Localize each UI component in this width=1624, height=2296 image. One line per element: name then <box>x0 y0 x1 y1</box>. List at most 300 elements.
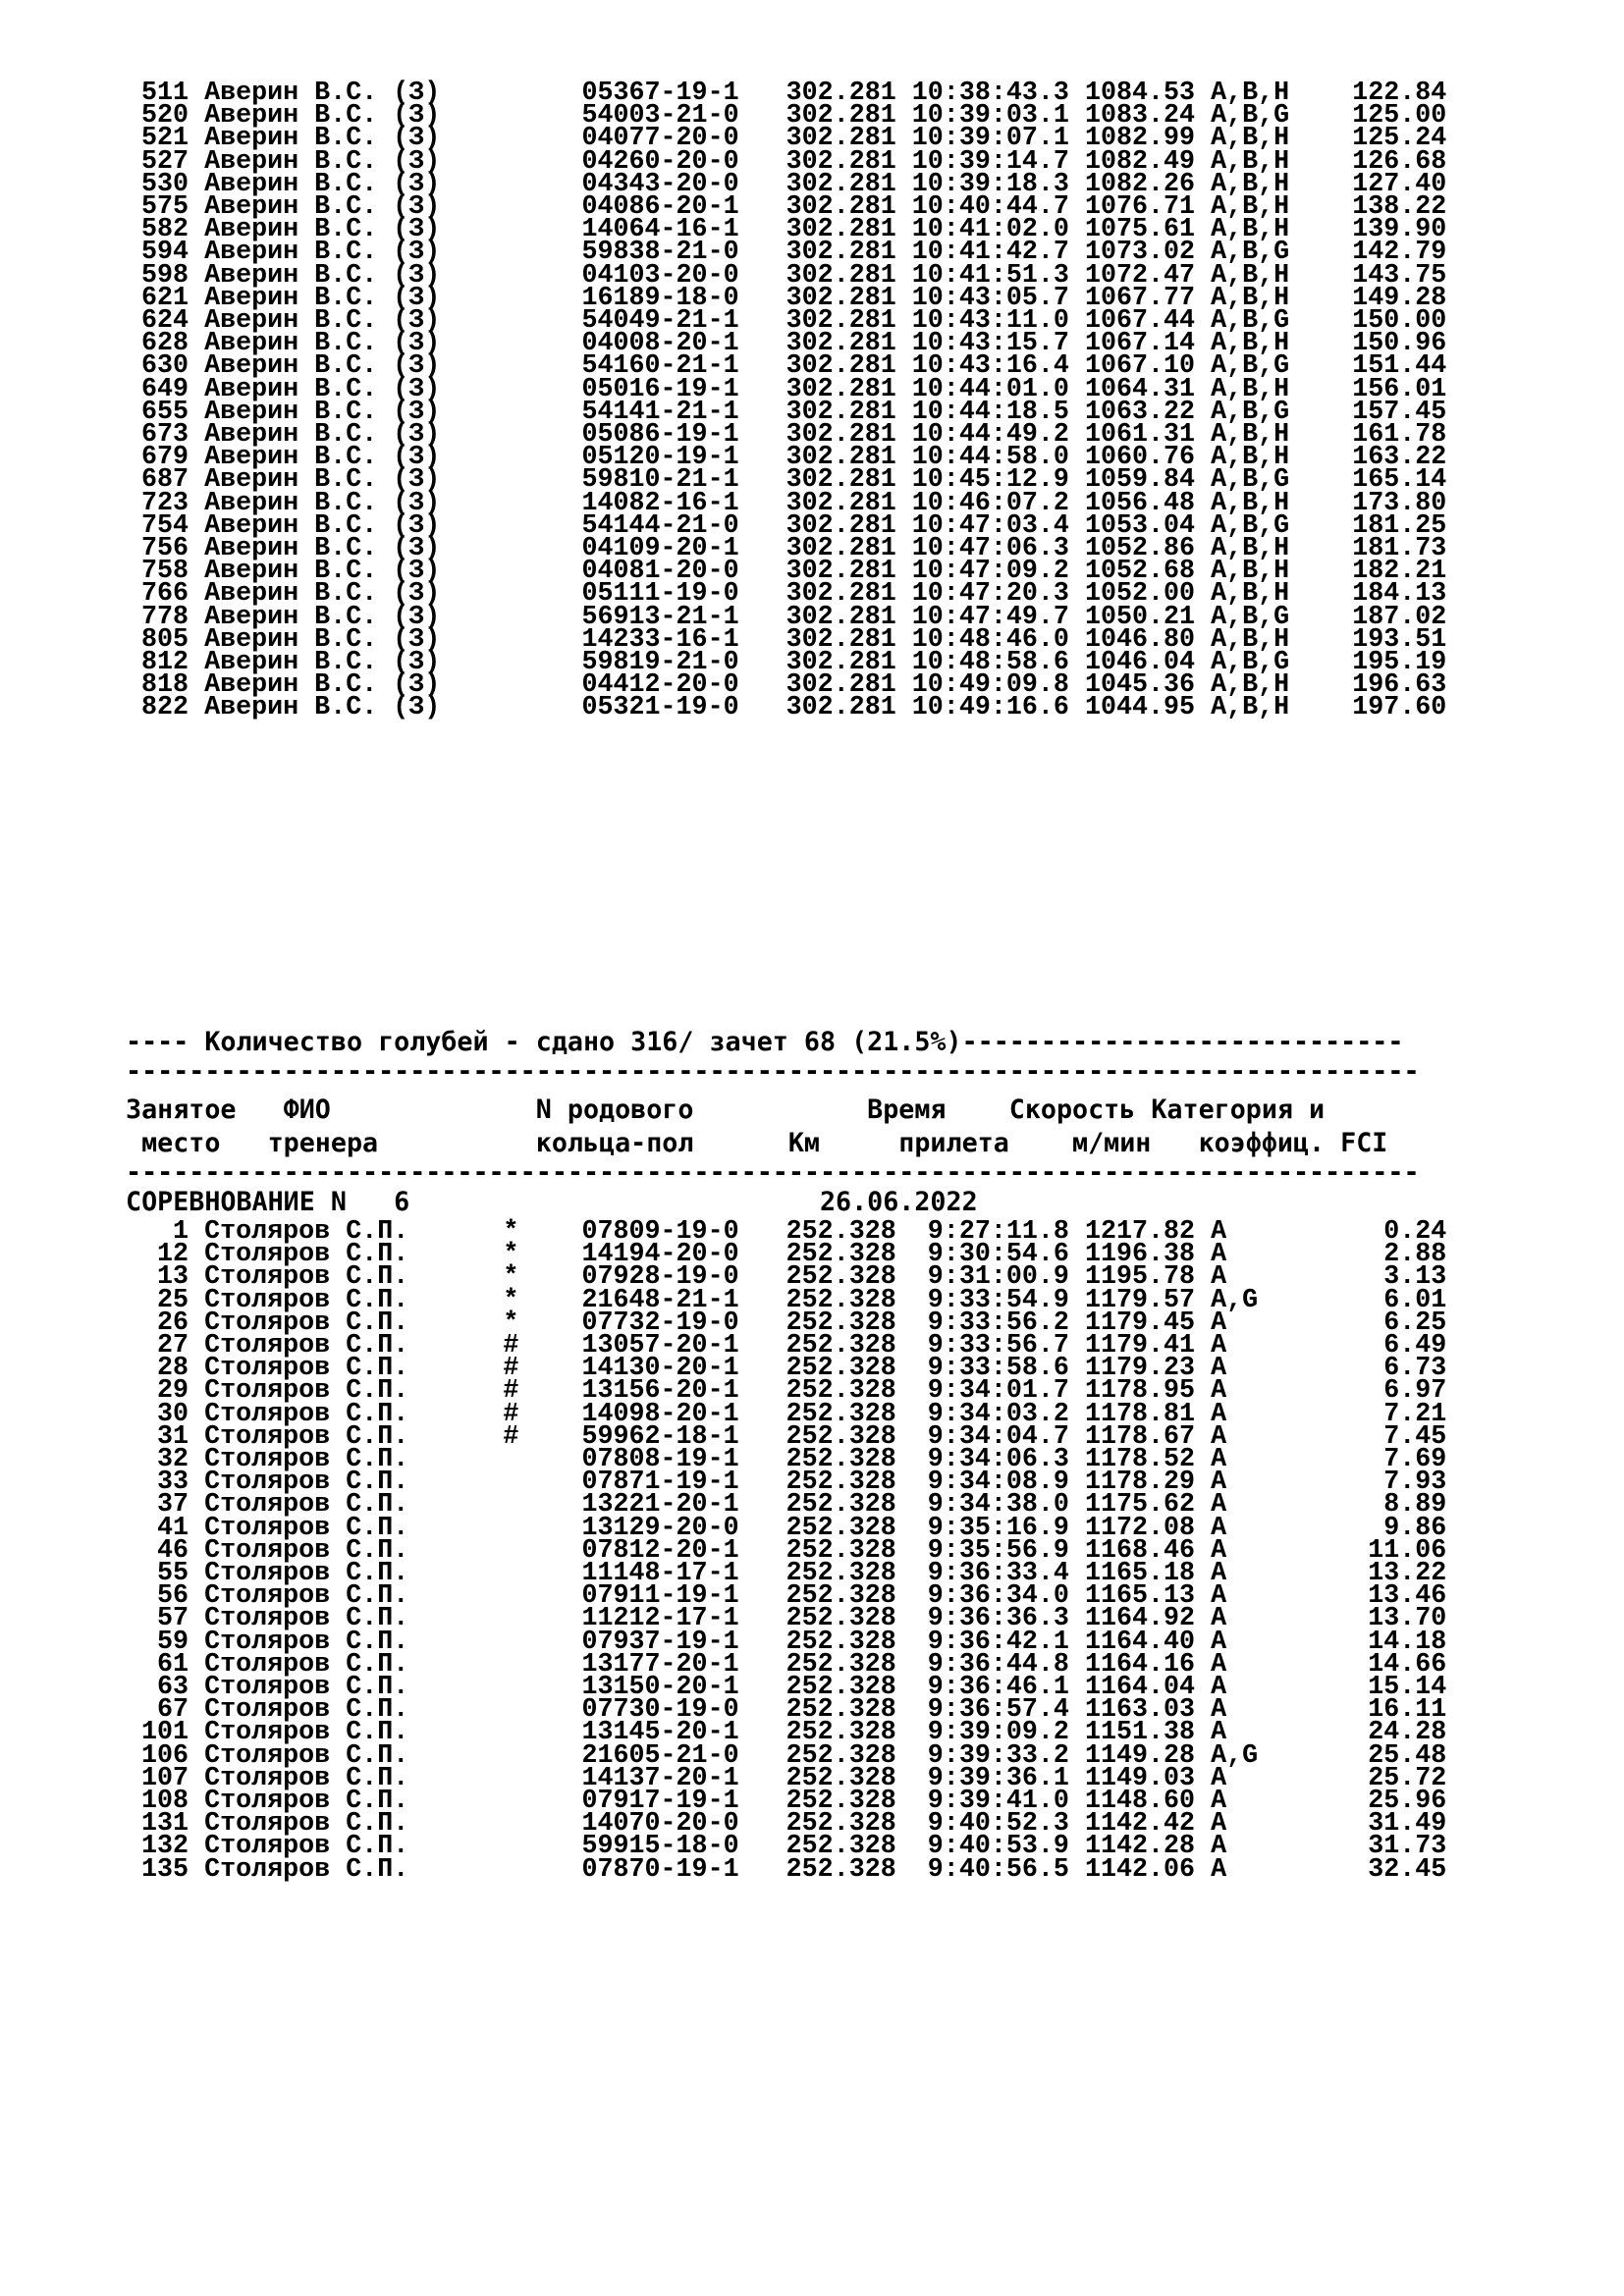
distance-cell: 302.281 <box>785 215 896 245</box>
name-cell: Аверин В.С. (З) <box>204 624 488 655</box>
distance-cell: 252.328 <box>785 1240 896 1270</box>
category-cell: A <box>1211 1763 1290 1793</box>
speed-cell: 1053.04 <box>1084 510 1196 541</box>
coefficient-cell: 125.00 <box>1305 101 1447 132</box>
distance-cell: 302.281 <box>785 146 896 177</box>
coefficient-cell: 13.46 <box>1305 1581 1447 1612</box>
category-cell: A <box>1211 1854 1290 1885</box>
coefficient-cell: 6.49 <box>1305 1331 1447 1361</box>
ring-cell: 13177-20-1 <box>581 1649 739 1680</box>
speed-cell: 1151.38 <box>1084 1718 1196 1748</box>
speed-cell: 1067.14 <box>1084 329 1196 359</box>
arrival-time-cell: 9:33:56.2 <box>911 1308 1069 1338</box>
category-cell: A,B,G <box>1211 397 1290 427</box>
place-cell: 27 <box>126 1331 189 1361</box>
spacer <box>1195 1855 1211 1885</box>
arrival-time-cell: 9:39:36.1 <box>911 1763 1069 1793</box>
ring-cell: 54141-21-1 <box>581 397 739 427</box>
distance-cell: 302.281 <box>785 624 896 655</box>
coefficient-cell: 156.01 <box>1305 374 1447 404</box>
speed-cell: 1164.40 <box>1084 1627 1196 1657</box>
place-cell: 673 <box>126 420 189 450</box>
distance-cell: 252.328 <box>785 1331 896 1361</box>
arrival-time-cell: 9:27:11.8 <box>911 1217 1069 1247</box>
place-cell: 29 <box>126 1376 189 1407</box>
arrival-time-cell: 9:30:54.6 <box>911 1240 1069 1270</box>
ring-cell: 07871-19-1 <box>581 1468 739 1498</box>
distance-cell: 302.281 <box>785 374 896 404</box>
coefficient-cell: 138.22 <box>1305 192 1447 222</box>
arrival-time-cell: 9:34:08.9 <box>911 1468 1069 1498</box>
speed-cell: 1196.38 <box>1084 1240 1196 1270</box>
coefficient-cell: 126.68 <box>1305 146 1447 177</box>
arrival-time-cell: 9:36:36.3 <box>911 1604 1069 1634</box>
distance-cell: 302.281 <box>785 534 896 563</box>
category-cell: A,B,H <box>1211 124 1290 154</box>
place-cell: 624 <box>126 306 189 336</box>
speed-cell: 1149.28 <box>1084 1740 1196 1771</box>
place-cell: 41 <box>126 1513 189 1543</box>
category-cell: A,B,H <box>1211 443 1290 473</box>
divider: ---------------------------------------------------------------------------------- <box>126 1157 1420 1188</box>
spacer <box>1069 1855 1085 1885</box>
coefficient-cell: 6.73 <box>1305 1354 1447 1384</box>
ring-cell: 54049-21-1 <box>581 306 739 336</box>
speed-cell: 1063.22 <box>1084 397 1196 427</box>
distance-cell: 252.328 <box>785 1513 896 1543</box>
name-cell: Аверин В.С. (З) <box>204 192 488 222</box>
speed-cell: 1175.62 <box>1084 1490 1196 1521</box>
ring-cell: 07870-19-1 <box>581 1854 739 1885</box>
category-cell: A <box>1211 1649 1290 1680</box>
speed-cell: 1142.42 <box>1084 1809 1196 1840</box>
name-cell: Столяров С.П. <box>204 1535 488 1566</box>
speed-cell: 1142.28 <box>1084 1832 1196 1862</box>
name-cell: Столяров С.П. <box>204 1832 488 1862</box>
arrival-time-cell: 10:43:11.0 <box>911 306 1069 336</box>
place-cell: 582 <box>126 215 189 245</box>
place-cell: 778 <box>126 602 189 632</box>
name-cell: Столяров С.П. <box>204 1809 488 1840</box>
arrival-time-cell: 10:38:43.3 <box>911 79 1069 108</box>
arrival-time-cell: 9:36:42.1 <box>911 1627 1069 1657</box>
arrival-time-cell: 10:47:49.7 <box>911 602 1069 632</box>
ring-cell: 14137-20-1 <box>581 1763 739 1793</box>
name-cell: Аверин В.С. (З) <box>204 510 488 541</box>
name-cell: Столяров С.П. <box>204 1331 488 1361</box>
name-cell: Аверин В.С. (З) <box>204 260 488 291</box>
arrival-time-cell: 9:36:44.8 <box>911 1649 1069 1680</box>
distance-cell: 252.328 <box>785 1399 896 1429</box>
coefficient-cell: 139.90 <box>1305 215 1447 245</box>
ring-cell: 14082-16-1 <box>581 488 739 518</box>
ring-cell: 11212-17-1 <box>581 1604 739 1634</box>
name-cell: Аверин В.С. (З) <box>204 215 488 245</box>
place-cell: 621 <box>126 283 189 313</box>
arrival-time-cell: 9:33:56.7 <box>911 1331 1069 1361</box>
ring-cell: 05016-19-1 <box>581 374 739 404</box>
mark-cell: * <box>503 1285 519 1315</box>
distance-cell: 252.328 <box>785 1718 896 1748</box>
distance-cell: 302.281 <box>785 124 896 154</box>
arrival-time-cell: 9:40:52.3 <box>911 1809 1069 1840</box>
distance-cell: 252.328 <box>785 1787 896 1816</box>
spacer <box>896 693 912 722</box>
coefficient-cell: 195.19 <box>1305 648 1447 677</box>
distance-cell: 252.328 <box>785 1468 896 1498</box>
arrival-time-cell: 10:48:46.0 <box>911 624 1069 655</box>
place-cell: 679 <box>126 443 189 473</box>
place-cell: 55 <box>126 1559 189 1588</box>
category-cell: A <box>1211 1581 1290 1612</box>
distance-cell: 252.328 <box>785 1217 896 1247</box>
name-cell: Аверин В.С. (З) <box>204 169 488 199</box>
ring-cell: 05086-19-1 <box>581 420 739 450</box>
place-cell: 1 <box>126 1217 189 1247</box>
spacer <box>189 1855 204 1885</box>
place-cell: 766 <box>126 579 189 610</box>
arrival-time-cell: 9:35:16.9 <box>911 1513 1069 1543</box>
distance-cell: 302.281 <box>785 670 896 701</box>
coefficient-cell: 24.28 <box>1305 1718 1447 1748</box>
place-cell: 108 <box>126 1787 189 1816</box>
ring-cell: 07911-19-1 <box>581 1581 739 1612</box>
speed-cell: 1052.00 <box>1084 579 1196 610</box>
name-cell: Аверин В.С. (З) <box>204 238 488 268</box>
category-cell: A,B,G <box>1211 465 1290 496</box>
category-cell: A,B,H <box>1211 169 1290 199</box>
ring-cell: 07812-20-1 <box>581 1535 739 1566</box>
coefficient-cell: 125.24 <box>1305 124 1447 154</box>
mark-cell <box>503 1855 518 1885</box>
arrival-time-cell: 9:39:41.0 <box>911 1787 1069 1816</box>
coefficient-cell: 9.86 <box>1305 1513 1447 1543</box>
category-cell: A <box>1211 1627 1290 1657</box>
ring-cell: 54160-21-1 <box>581 351 739 382</box>
speed-cell: 1046.04 <box>1084 648 1196 677</box>
coefficient-cell: 14.66 <box>1305 1649 1447 1680</box>
ring-cell: 04260-20-0 <box>581 146 739 177</box>
place-cell: 59 <box>126 1627 189 1657</box>
ring-cell: 21648-21-1 <box>581 1285 739 1315</box>
speed-cell: 1178.67 <box>1084 1421 1196 1452</box>
speed-cell: 1056.48 <box>1084 488 1196 518</box>
category-cell: A <box>1211 1217 1290 1247</box>
coefficient-cell: 15.14 <box>1305 1673 1447 1702</box>
speed-cell: 1195.78 <box>1084 1262 1196 1293</box>
place-cell: 805 <box>126 624 189 655</box>
name-cell: Аверин В.С. (З) <box>204 465 488 496</box>
category-cell: A <box>1211 1468 1290 1498</box>
place-cell: 57 <box>126 1604 189 1634</box>
coefficient-cell: 8.89 <box>1305 1490 1447 1521</box>
competition-title: СОРЕВНОВАНИЕ N 6 26.06.2022 <box>126 1187 978 1217</box>
arrival-time-cell: 10:44:18.5 <box>911 397 1069 427</box>
distance-cell: 302.281 <box>785 648 896 677</box>
arrival-time-cell: 10:47:06.3 <box>911 534 1069 563</box>
mark-cell: * <box>503 1240 519 1270</box>
arrival-time-cell: 9:39:33.2 <box>911 1740 1069 1771</box>
section-1-summary: ---- Количество голубей - сдано 316/ зачет 68 (21.5%)---------------------------- <box>126 1027 1404 1057</box>
distance-cell: 302.281 <box>785 397 896 427</box>
place-cell: 520 <box>126 101 189 132</box>
distance-cell: 302.281 <box>785 510 896 541</box>
place-cell: 30 <box>126 1399 189 1429</box>
category-cell: A <box>1211 1695 1290 1726</box>
category-cell: A <box>1211 1787 1290 1816</box>
category-cell: A,B,H <box>1211 557 1290 587</box>
place-cell: 521 <box>126 124 189 154</box>
coefficient-cell: 6.01 <box>1305 1285 1447 1315</box>
name-cell: Столяров С.П. <box>204 1445 488 1474</box>
ring-cell: 05111-19-0 <box>581 579 739 610</box>
place-cell: 67 <box>126 1695 189 1726</box>
name-cell: Столяров С.П. <box>204 1354 488 1384</box>
arrival-time-cell: 10:39:18.3 <box>911 169 1069 199</box>
ring-cell: 14098-20-1 <box>581 1399 739 1429</box>
speed-cell: 1178.52 <box>1084 1445 1196 1474</box>
ring-cell: 54144-21-0 <box>581 510 739 541</box>
place-cell: 575 <box>126 192 189 222</box>
speed-cell: 1164.16 <box>1084 1649 1196 1680</box>
ring-cell: 13129-20-0 <box>581 1513 739 1543</box>
category-cell: A <box>1211 1490 1290 1521</box>
ring-cell: 07937-19-1 <box>581 1627 739 1657</box>
ring-cell: 07732-19-0 <box>581 1308 739 1338</box>
result-row <box>126 693 1446 722</box>
category-cell: A,B,H <box>1211 215 1290 245</box>
coefficient-cell: 184.13 <box>1305 579 1447 610</box>
speed-cell: 1061.31 <box>1084 420 1196 450</box>
name-cell: Аверин В.С. (З) <box>204 420 488 450</box>
coefficient-cell: 187.02 <box>1305 602 1447 632</box>
distance-cell: 252.328 <box>785 1354 896 1384</box>
category-cell: A <box>1211 1809 1290 1840</box>
place-cell: 754 <box>126 510 189 541</box>
arrival-time-cell: 10:46:07.2 <box>911 488 1069 518</box>
spacer <box>518 1855 581 1885</box>
arrival-time-cell: 9:40:56.5 <box>911 1854 1069 1885</box>
coefficient-cell: 182.21 <box>1305 557 1447 587</box>
coefficient-cell: 25.96 <box>1305 1787 1447 1816</box>
category-cell: A,B,H <box>1211 670 1290 701</box>
place-cell: 12 <box>126 1240 189 1270</box>
name-cell: Аверин В.С. (З) <box>204 443 488 473</box>
speed-cell: 1164.04 <box>1084 1673 1196 1702</box>
ring-cell: 59838-21-0 <box>581 238 739 268</box>
category-cell: A,G <box>1211 1285 1290 1315</box>
coefficient-cell: 6.25 <box>1305 1308 1447 1338</box>
speed-cell: 1084.53 <box>1084 79 1196 108</box>
place-cell: 26 <box>126 1308 189 1338</box>
place-cell: 822 <box>126 693 189 723</box>
place-cell: 758 <box>126 557 189 587</box>
distance-cell: 302.281 <box>785 557 896 587</box>
coefficient-cell: 149.28 <box>1305 283 1447 313</box>
coefficient-cell: 122.84 <box>1305 79 1447 108</box>
category-cell: A,B,H <box>1211 146 1290 177</box>
place-cell: 527 <box>126 146 189 177</box>
category-cell: A,G <box>1211 1740 1290 1771</box>
category-cell: A <box>1211 1240 1290 1270</box>
category-cell: A,B,H <box>1211 579 1290 610</box>
place-cell: 101 <box>126 1718 189 1748</box>
coefficient-cell: 181.25 <box>1305 510 1447 541</box>
category-cell: A,B,H <box>1211 488 1290 518</box>
arrival-time-cell: 10:44:01.0 <box>911 374 1069 404</box>
category-cell: A,B,H <box>1211 624 1290 655</box>
divider: ---------------------------------------------------------------------------------- <box>126 1056 1420 1087</box>
name-cell: Аверин В.С. (З) <box>204 374 488 404</box>
distance-cell: 252.328 <box>785 1627 896 1657</box>
category-cell: A <box>1211 1604 1290 1634</box>
ring-cell: 13221-20-1 <box>581 1490 739 1521</box>
ring-cell: 59810-21-1 <box>581 465 739 496</box>
coefficient-cell: 197.60 <box>1305 693 1447 723</box>
distance-cell: 252.328 <box>785 1649 896 1680</box>
arrival-time-cell: 9:39:09.2 <box>911 1718 1069 1748</box>
spacer <box>487 693 503 722</box>
coefficient-cell: 3.13 <box>1305 1262 1447 1293</box>
coefficient-cell: 151.44 <box>1305 351 1447 382</box>
distance-cell: 302.281 <box>785 306 896 336</box>
speed-cell: 1163.03 <box>1084 1695 1196 1726</box>
mark-cell: # <box>503 1331 519 1361</box>
ring-cell: 13145-20-1 <box>581 1718 739 1748</box>
place-cell: 756 <box>126 534 189 563</box>
category-cell: A <box>1211 1832 1290 1862</box>
place-cell: 28 <box>126 1354 189 1384</box>
place-cell: 594 <box>126 238 189 268</box>
distance-cell: 252.328 <box>785 1535 896 1566</box>
name-cell: Столяров С.П. <box>204 1421 488 1452</box>
mark-cell: # <box>503 1399 519 1429</box>
distance-cell: 302.281 <box>785 420 896 450</box>
arrival-time-cell: 9:34:03.2 <box>911 1399 1069 1429</box>
place-cell: 25 <box>126 1285 189 1315</box>
ring-cell: 59819-21-0 <box>581 648 739 677</box>
coefficient-cell: 165.14 <box>1305 465 1447 496</box>
name-cell: Столяров С.П. <box>204 1376 488 1407</box>
arrival-time-cell: 9:34:04.7 <box>911 1421 1069 1452</box>
name-cell: Аверин В.С. (З) <box>204 602 488 632</box>
name-cell: Столяров С.П. <box>204 1490 488 1521</box>
coefficient-cell: 196.63 <box>1305 670 1447 701</box>
distance-cell: 302.281 <box>785 329 896 359</box>
speed-cell: 1072.47 <box>1084 260 1196 291</box>
speed-cell: 1067.10 <box>1084 351 1196 382</box>
arrival-time-cell: 10:44:58.0 <box>911 443 1069 473</box>
distance-cell: 302.281 <box>785 488 896 518</box>
mark-cell: * <box>503 1262 519 1293</box>
speed-cell: 1076.71 <box>1084 192 1196 222</box>
place-cell: 131 <box>126 1809 189 1840</box>
speed-cell: 1149.03 <box>1084 1763 1196 1793</box>
name-cell: Аверин В.С. (З) <box>204 670 488 701</box>
name-cell: Аверин В.С. (З) <box>204 306 488 336</box>
arrival-time-cell: 9:40:53.9 <box>911 1832 1069 1862</box>
place-cell: 107 <box>126 1763 189 1793</box>
speed-cell: 1067.44 <box>1084 306 1196 336</box>
ring-cell: 04008-20-1 <box>581 329 739 359</box>
category-cell: A <box>1211 1308 1290 1338</box>
place-cell: 598 <box>126 260 189 291</box>
distance-cell: 252.328 <box>785 1809 896 1840</box>
place-cell: 132 <box>126 1832 189 1862</box>
place-cell: 56 <box>126 1581 189 1612</box>
mark-cell: * <box>503 1308 519 1338</box>
name-cell: Столяров С.П. <box>204 1513 488 1543</box>
ring-cell: 07809-19-0 <box>581 1217 739 1247</box>
name-cell: Аверин В.С. (З) <box>204 397 488 427</box>
category-cell: A,B,G <box>1211 238 1290 268</box>
category-cell: A,B,G <box>1211 101 1290 132</box>
spacer <box>739 1855 786 1885</box>
distance-cell: 302.281 <box>785 79 896 108</box>
distance-cell: 302.281 <box>785 169 896 199</box>
coefficient-cell: 25.72 <box>1305 1763 1447 1793</box>
name-cell: Аверин В.С. (З) <box>204 351 488 382</box>
name-cell: Аверин В.С. (З) <box>204 648 488 677</box>
ring-cell: 04412-20-0 <box>581 670 739 701</box>
name-cell: Столяров С.П. <box>204 1649 488 1680</box>
spacer <box>1289 1855 1305 1885</box>
coefficient-cell: 193.51 <box>1305 624 1447 655</box>
speed-cell: 1148.60 <box>1084 1787 1196 1816</box>
speed-cell: 1165.13 <box>1084 1581 1196 1612</box>
speed-cell: 1050.21 <box>1084 602 1196 632</box>
speed-cell: 1073.02 <box>1084 238 1196 268</box>
arrival-time-cell: 9:34:01.7 <box>911 1376 1069 1407</box>
coefficient-cell: 173.80 <box>1305 488 1447 518</box>
distance-cell: 252.328 <box>785 1740 896 1771</box>
ring-cell: 04109-20-1 <box>581 534 739 563</box>
category-cell: A,B,H <box>1211 79 1290 108</box>
place-cell: 812 <box>126 648 189 677</box>
place-cell: 33 <box>126 1468 189 1498</box>
distance-cell: 252.328 <box>785 1832 896 1862</box>
name-cell: Аверин В.С. (З) <box>204 488 488 518</box>
name-cell: Столяров С.П. <box>204 1581 488 1612</box>
arrival-time-cell: 10:45:12.9 <box>911 465 1069 496</box>
coefficient-cell: 7.69 <box>1305 1445 1447 1474</box>
distance-cell: 302.281 <box>785 351 896 382</box>
speed-cell: 1178.95 <box>1084 1376 1196 1407</box>
name-cell: Столяров С.П. <box>204 1399 488 1429</box>
speed-cell: 1172.08 <box>1084 1513 1196 1543</box>
distance-cell: 302.281 <box>785 693 896 723</box>
category-cell: A,B,H <box>1211 283 1290 313</box>
name-cell: Столяров С.П. <box>204 1673 488 1702</box>
arrival-time-cell: 10:47:20.3 <box>911 579 1069 610</box>
arrival-time-cell: 9:36:34.0 <box>911 1581 1069 1612</box>
coefficient-cell: 11.06 <box>1305 1535 1447 1566</box>
category-cell: A,B,H <box>1211 534 1290 563</box>
arrival-time-cell: 9:36:46.1 <box>911 1673 1069 1702</box>
arrival-time-cell: 10:41:42.7 <box>911 238 1069 268</box>
arrival-time-cell: 10:39:14.7 <box>911 146 1069 177</box>
header-line-2: место тренера кольца-пол Км прилета м/мин коэффиц. FCI <box>126 1128 1388 1158</box>
category-cell: A,B,G <box>1211 306 1290 336</box>
place-cell: 46 <box>126 1535 189 1566</box>
category-cell: A,B,G <box>1211 648 1290 677</box>
speed-cell: 1046.80 <box>1084 624 1196 655</box>
speed-cell: 1082.99 <box>1084 124 1196 154</box>
distance-cell: 252.328 <box>785 1673 896 1702</box>
category-cell: A,B,G <box>1211 351 1290 382</box>
speed-cell: 1179.41 <box>1084 1331 1196 1361</box>
distance-cell: 252.328 <box>785 1262 896 1293</box>
